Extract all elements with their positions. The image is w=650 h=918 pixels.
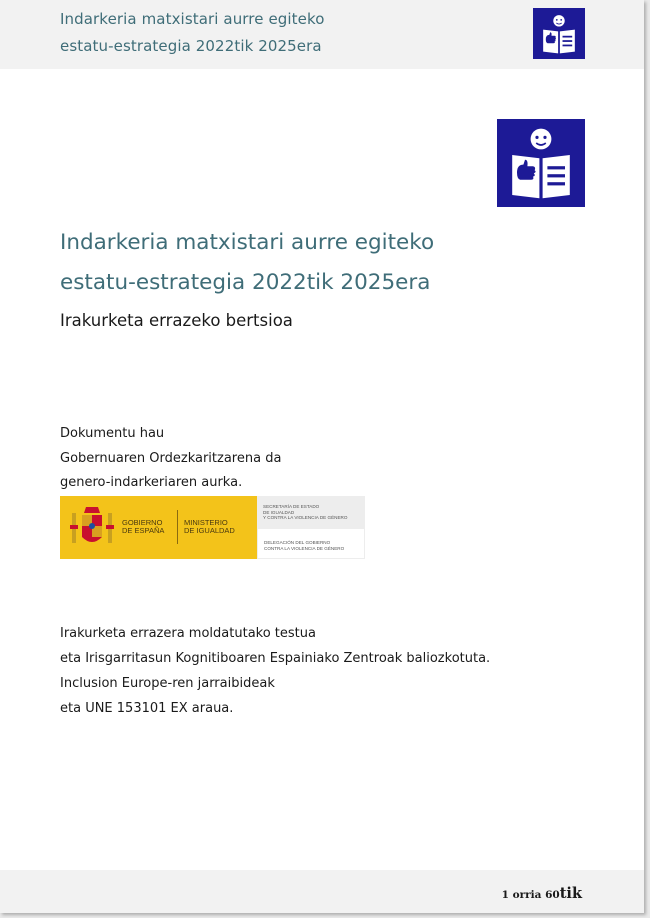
page-header xyxy=(0,0,644,69)
delegacion-line: CONTRA LA VIOLENCIA DE GÉNERO xyxy=(264,545,345,551)
authorship-line: Dokumentu hau xyxy=(60,426,165,441)
authorship-line: genero-indarkeriaren aurka. xyxy=(60,475,243,490)
easy-read-icon xyxy=(533,8,585,59)
coat-of-arms-icon xyxy=(68,503,116,553)
header-title-line-1: Indarkeria matxistari aurre egiteko xyxy=(60,10,325,28)
ministerio-line: DE IGUALDAD xyxy=(184,526,235,535)
gobierno-line: GOBIERNO xyxy=(122,518,163,527)
secretaria-line: DE IGUALDAD xyxy=(263,509,295,515)
secretaria-box xyxy=(257,496,365,528)
easy-read-icon xyxy=(497,119,585,207)
secretaria-line: SECRETARÍA DE ESTADO xyxy=(263,504,320,509)
page-number-text: 1 orria 60 xyxy=(501,889,560,901)
page-number-suffix: tik xyxy=(559,885,582,902)
government-logo xyxy=(60,496,365,559)
validation-line: Inclusion Europe-ren jarraibideak xyxy=(60,676,275,691)
secretaria-line: Y CONTRA LA VIOLENCIA DE GÉNERO xyxy=(263,515,348,520)
document-subtitle: Irakurketa errazeko bertsioa xyxy=(60,311,293,330)
validation-line: eta Irisgarritasun Kognitiboaren Espainiako Zentroak baliozkotuta. xyxy=(60,651,491,666)
validation-line: eta UNE 153101 EX araua. xyxy=(60,701,234,716)
document-title-line-2: estatu-estrategia 2022tik 2025era xyxy=(60,270,431,295)
validation-line: Irakurketa errazera moldatutako testua xyxy=(60,626,316,641)
ministerio-line: MINISTERIO xyxy=(184,518,228,527)
header-title-line-2: estatu-estrategia 2022tik 2025era xyxy=(60,37,322,55)
document-title-line-1: Indarkeria matxistari aurre egiteko xyxy=(60,230,435,255)
page-number xyxy=(502,883,582,902)
delegacion-box xyxy=(257,528,365,559)
logo-divider xyxy=(177,510,178,544)
authorship-line: Gobernuaren Ordezkaritzarena da xyxy=(60,451,282,466)
gobierno-line: DE ESPAÑA xyxy=(122,526,165,535)
page-footer xyxy=(0,870,644,913)
delegacion-line: DELEGACIÓN DEL GOBIERNO xyxy=(264,540,331,545)
